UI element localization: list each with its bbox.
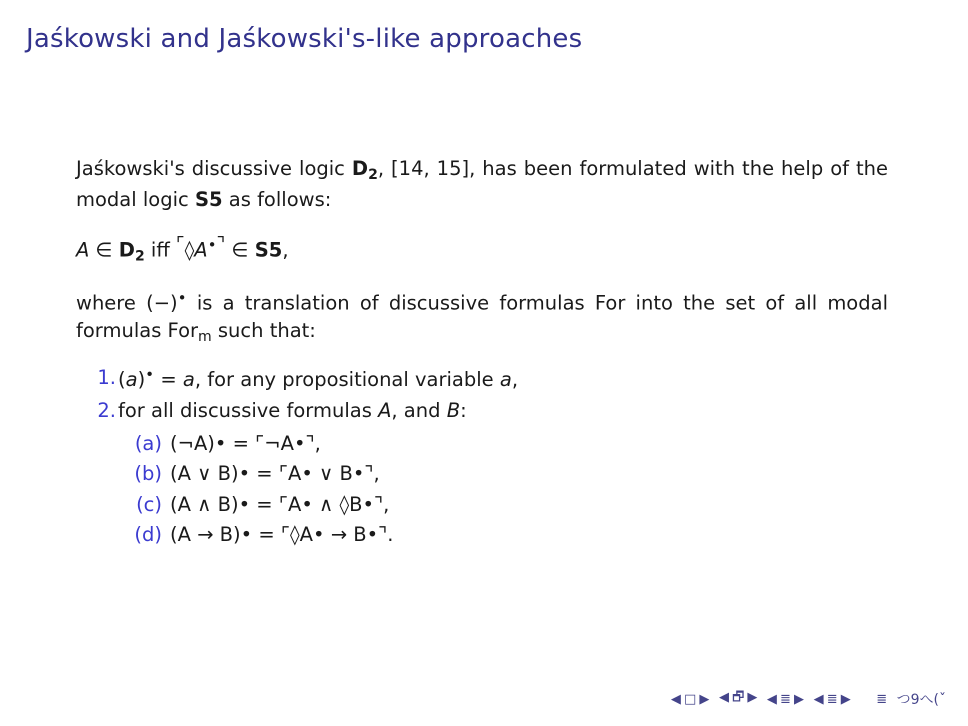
logic-d2-subscript: 2 <box>368 166 378 183</box>
sub-enumerated-list <box>118 429 888 549</box>
sub-list-item-formula: (A ∨ B)• = ⌜A• ∨ B•⌝, <box>170 462 380 486</box>
logic-d2-label: D <box>351 157 369 180</box>
equation-bullet: • <box>207 235 217 254</box>
item1-part-b: ) <box>137 368 146 392</box>
paragraph-intro-part-c: as follows: <box>222 187 332 211</box>
item2-variable-B: B <box>446 398 461 422</box>
slide-navigation-bar[interactable] <box>671 688 946 710</box>
sub-list-item <box>118 490 888 519</box>
sub-list-item <box>118 429 888 458</box>
sub-list-item <box>118 520 888 549</box>
corner-quote-close: ⌝ <box>216 234 226 256</box>
formulas-subscript-m: m <box>198 328 212 345</box>
sub-list-item-label: (b) <box>134 462 162 486</box>
equation-comma: , <box>282 237 289 261</box>
sub-list-item-formula: (¬A)• = ⌜¬A•⌝, <box>170 432 321 456</box>
nav-next-slide-button[interactable]: ◀ ≣ ▶ <box>813 691 851 707</box>
paragraph-intro-part-a: Jaśkowski's discussive logic <box>76 157 352 180</box>
paragraph-intro <box>76 155 888 214</box>
nav-circles-icon[interactable]: つ9へ(ˇ <box>896 692 946 708</box>
item1-part-a: ( <box>118 368 126 392</box>
paragraph-translation-part-c: such that: <box>211 318 316 342</box>
list-item-content <box>118 365 519 392</box>
paragraph-translation-part-a: where (−) <box>76 291 178 315</box>
slide-body <box>76 155 888 551</box>
item2-variable-A: A <box>378 398 392 422</box>
sub-list-item-formula: (A ∧ B)• = ⌜A• ∧ ◊B•⌝, <box>170 492 390 516</box>
list-item-content <box>118 399 467 422</box>
list-item <box>76 364 888 395</box>
sub-list-item-formula: (A → B)• = ⌜◊A• → B•⌝. <box>170 522 394 546</box>
list-item <box>76 397 888 549</box>
equation-logic-s5: S5 <box>254 237 283 261</box>
equation-definition <box>76 235 888 267</box>
sub-list-item-label: (c) <box>136 492 162 516</box>
paragraph-translation-part-b: is a translation of discussive formulas For into the set of all modal formulas For <box>76 291 888 342</box>
paragraph-intro-part-b: , [14, 15], has been formulated with the help of the modal logic <box>76 157 889 211</box>
nav-first-slide-button[interactable]: ◀ □ ▶ <box>670 691 709 707</box>
sub-list-item-label: (d) <box>134 522 162 546</box>
item1-part-c: = <box>154 368 183 392</box>
equation-membership-symbol: ∈ <box>95 237 113 261</box>
equation-iff: iff <box>150 237 170 261</box>
item2-part-b: , and <box>391 398 447 422</box>
enumerated-list <box>76 364 888 549</box>
item1-part-e: , <box>511 368 519 392</box>
translation-bullet: • <box>177 288 187 307</box>
item2-part-a: for all discussive formulas <box>118 398 379 422</box>
logic-s5-label: S5 <box>194 187 223 211</box>
paragraph-translation <box>76 288 888 348</box>
item1-bullet: • <box>145 365 155 384</box>
corner-quote-open: ⌜ <box>175 234 185 256</box>
sub-list-item <box>118 459 888 488</box>
equation-variable-a: A <box>194 237 208 261</box>
nav-previous-slide-button[interactable]: ◀ ≣ ▶ <box>766 691 804 707</box>
item1-variable-a: a <box>125 368 138 392</box>
sub-list-item-label: (a) <box>134 432 162 456</box>
list-item-number: 2. <box>97 398 116 422</box>
item1-variable-a3: a <box>499 368 512 392</box>
nav-last-slide-button[interactable]: ≣ <box>876 691 887 707</box>
equation-lhs-variable: A <box>76 237 90 261</box>
equation-logic-d2-subscript: 2 <box>134 247 145 264</box>
equation-membership-symbol-2: ∈ <box>231 237 249 261</box>
page-title: Jaśkowski and Jaśkowski's-like approaches <box>26 24 583 54</box>
nav-previous-frame-button[interactable]: ◀ 🗗 ▶ <box>718 690 757 705</box>
equation-logic-d2: D <box>118 237 135 261</box>
item1-variable-a2: a <box>182 368 195 392</box>
item2-part-c: : <box>460 398 467 422</box>
equation-diamond: ◊ <box>184 237 195 261</box>
item1-part-d: , for any propositional variable <box>194 368 500 392</box>
list-item-number: 1. <box>97 365 116 389</box>
